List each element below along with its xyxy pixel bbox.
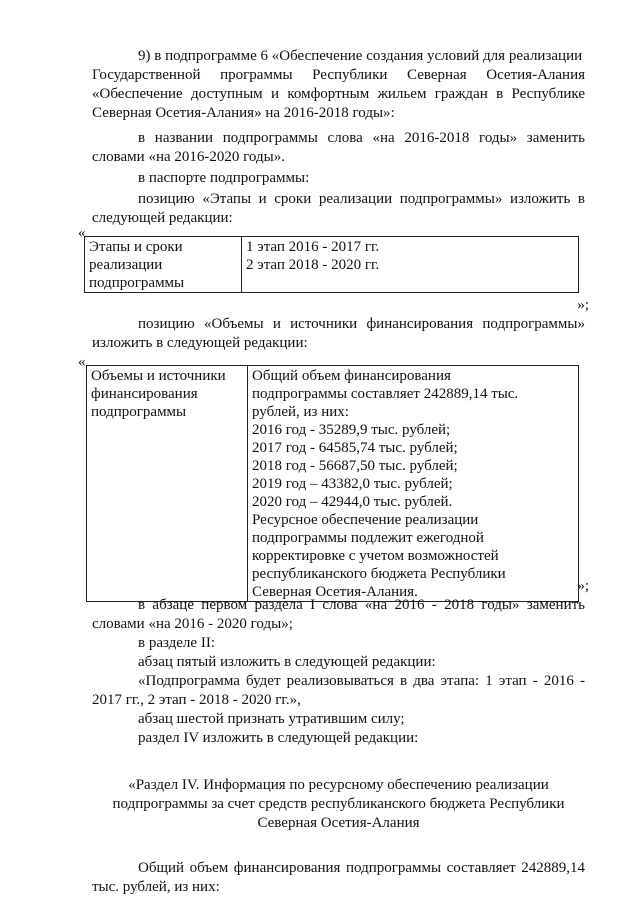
section-title-line2: подпрограммы за счет средств республиканского бюджета Республики (112, 796, 565, 812)
quote-paragraph: «Подпрограмма будет реализовываться в два этапа: 1 этап - 2016 - 2017 гг., 2 этап - 2018 - 2020 гг.», (92, 673, 585, 708)
section2-paragraph: в разделе II: (138, 635, 215, 651)
stage-line: 2 этап 2018 - 2020 гг. (246, 257, 380, 273)
final-paragraph: Общий объем финансирования подпрограммы составляет 242889,14 тыс. рублей, из них: (92, 860, 585, 895)
section-title-line3: Северная Осетия-Алания (257, 815, 420, 831)
quote-open-2: « (78, 354, 86, 370)
funding-line: Общий объем финансирования подпрограммы составляет 242889,14 тыс. рублей, из них: (252, 368, 519, 420)
quote-close-2: »; (577, 578, 589, 594)
stages-label: Этапы и сроки реализации подпрограммы (85, 237, 242, 293)
funding-line: 2016 год - 35289,9 тыс. рублей; (252, 422, 451, 438)
section1-paragraph: в абзаце первом раздела I слова «на 2016 - 2018 годы» заменить словами «на 2016 - 2020 годы»; (92, 597, 585, 632)
table1-block (78, 225, 585, 291)
funding-value (248, 366, 579, 602)
funding-table (86, 365, 579, 602)
funding-line: 2019 год – 43382,0 тыс. рублей; (252, 476, 453, 492)
para9-line1: 9) в подпрограмме 6 «Обеспечение создания условий для реализации (138, 48, 583, 64)
funding-line: 2018 год - 56687,50 тыс. рублей; (252, 458, 458, 474)
funding-line: 2020 год – 42944,0 тыс. рублей. (252, 494, 453, 510)
para5-paragraph: абзац пятый изложить в следующей редакции: (138, 654, 436, 670)
para6-paragraph: абзац шестой признать утратившим силу; (138, 711, 405, 727)
funding-line: 2017 год - 64585,74 тыс. рублей; (252, 440, 458, 456)
stages-table (84, 236, 579, 293)
quote-open-1: « (78, 225, 86, 241)
funding-label: Объемы и источники финансирования подпрограммы (87, 366, 248, 602)
section4-paragraph: раздел IV изложить в следующей редакции: (138, 730, 419, 746)
stage-line: 1 этап 2016 - 2017 гг. (246, 239, 380, 255)
document-page (78, 47, 589, 897)
passport-paragraph: в паспорте подпрограммы: (138, 170, 310, 186)
quote-close-1: »; (577, 297, 589, 313)
funding-intro: позицию «Объемы и источники финансирования подпрограммы» изложить в следующей редакции: (92, 316, 585, 351)
section-title-line1: «Раздел IV. Информация по ресурсному обеспечению реализации (128, 777, 549, 793)
para9-rest: Государственной программы Республики Северная Осетия-Алания «Обеспечение доступным и комфортным жильем граждан в Республике Северная Осетия-Алания» на 2016-2018 годы»: (92, 67, 585, 121)
section-title (92, 776, 585, 833)
rename-paragraph: в названии подпрограммы слова «на 2016-2018 годы» заменить словами «на 2016-2020 годы». (92, 130, 585, 165)
table2-block (78, 354, 585, 600)
funding-line: Ресурсное обеспечение реализации подпрограммы подлежит ежегодной корректировке с учетом возможностей республиканского бюджета Республики Северная Осетия-Алания. (252, 512, 506, 600)
stages-intro: позицию «Этапы и сроки реализации подпрограммы» изложить в следующей редакции: (92, 191, 585, 226)
stages-value (242, 237, 579, 293)
